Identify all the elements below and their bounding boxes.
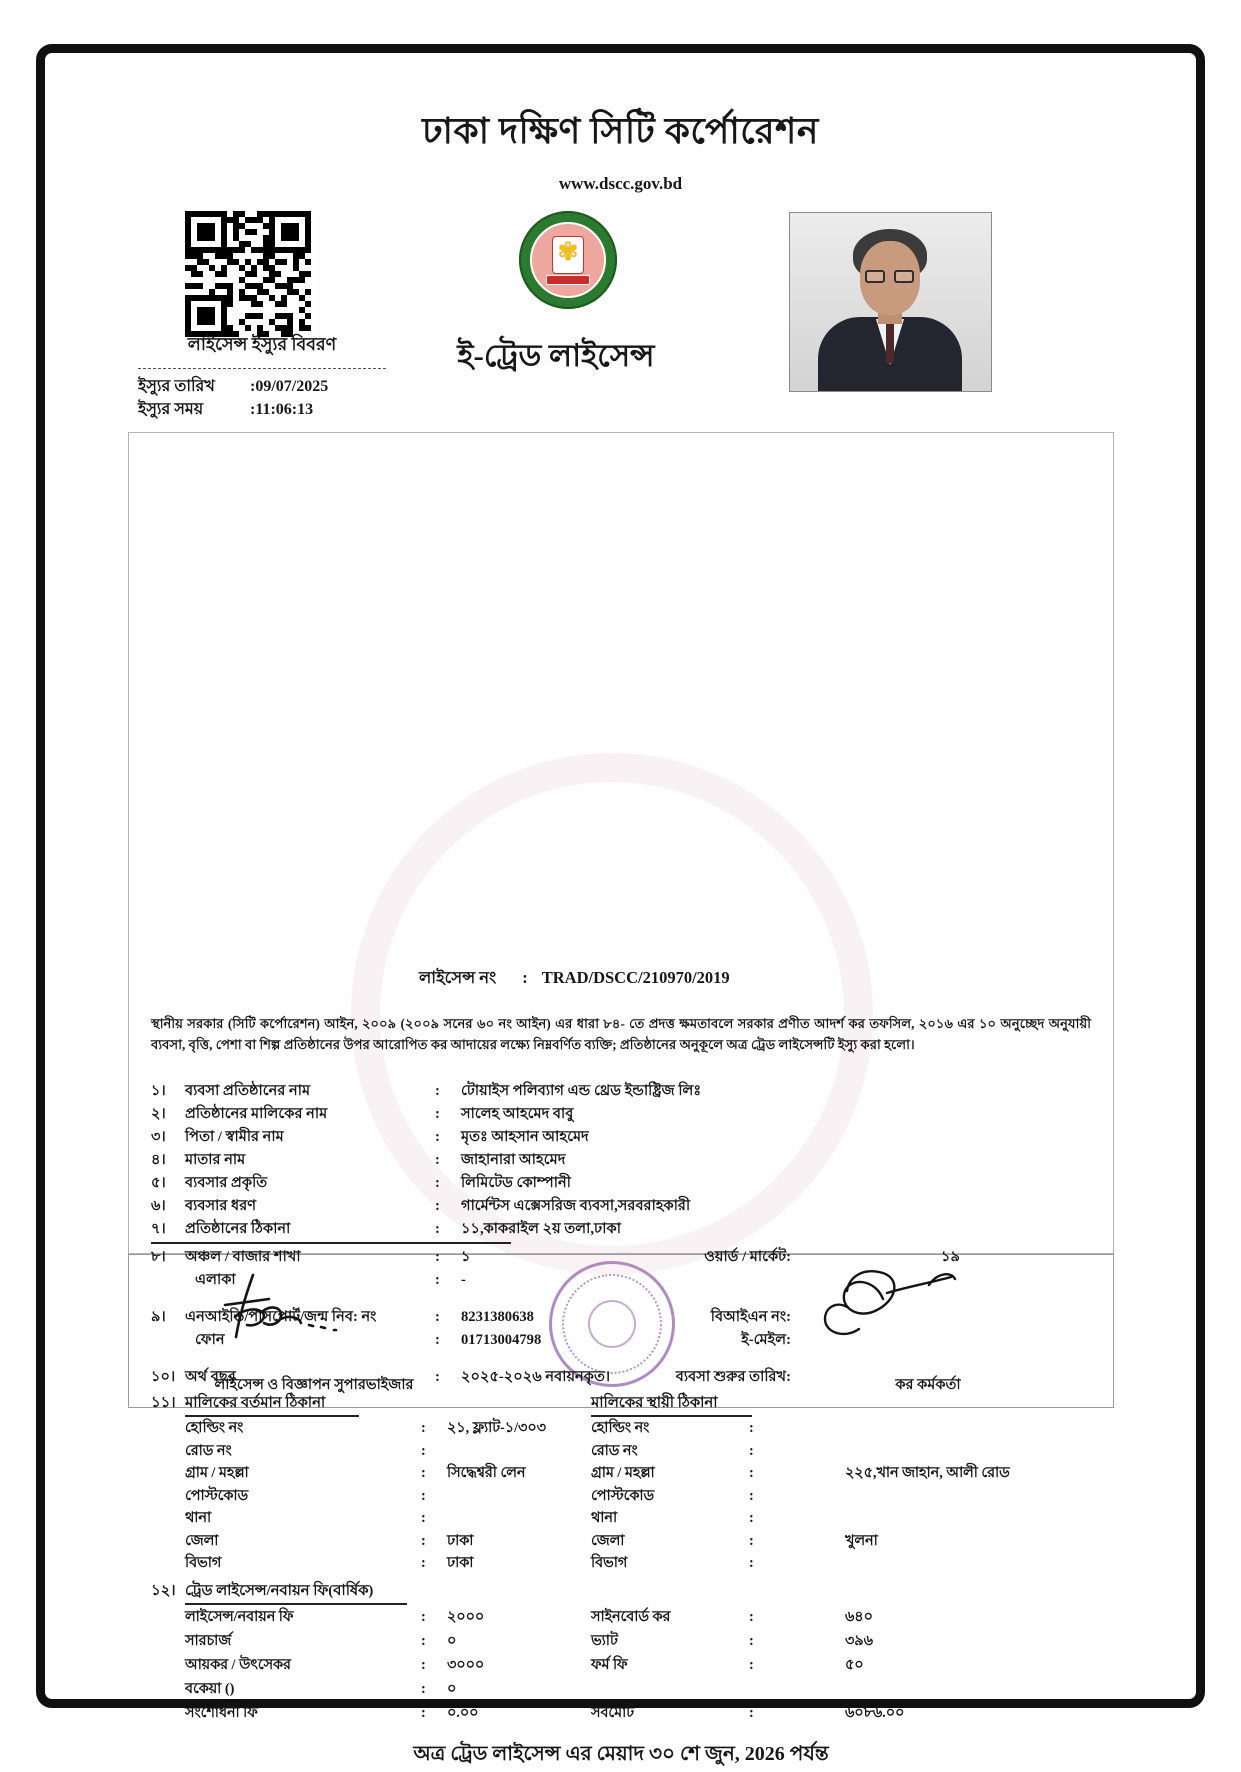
field-number: ৩।: [151, 1129, 166, 1145]
colon: [749, 1629, 775, 1653]
fee-label: ফর্ম ফি: [591, 1656, 628, 1673]
address-label: থানা: [185, 1510, 212, 1526]
issue-panel-title: লাইসেন্স ইস্যুর বিবরণ: [187, 334, 337, 354]
license-issue-panel: [138, 332, 386, 421]
field-row-business-type: [151, 1195, 1091, 1218]
address-label: হোল্ডিং নং: [591, 1420, 650, 1436]
address-label: জেলা: [185, 1532, 219, 1549]
field-label: ব্যবসার ধরণ: [185, 1198, 257, 1214]
colon: [749, 1440, 775, 1463]
field-row-father-husband: [151, 1126, 1091, 1149]
address-label: গ্রাম / মহল্লা: [591, 1465, 655, 1481]
colon: [421, 1440, 447, 1463]
address-label: পোস্টকোড: [185, 1487, 249, 1504]
email-value: [791, 1329, 1091, 1352]
permanent-value: [775, 1417, 1091, 1440]
fee-label: আয়কর / উৎসেকর: [185, 1656, 291, 1673]
legal-preamble-text: স্থানীয় সরকার (সিটি কর্পোরেশন) আইন, ২০০৯ (২০০৯ সনের ৬০ নং আইন) এর ধারা ৮৪- তে প্রদত্ত ক্ষমতাবলে সরকার প্রণীত আদর্শ কর তফসিল, ২০১৬ এর ১০ অনুচ্ছেদ অনুযায়ী ব্যবসা, বৃত্তি, পেশা বা শিল্প প্রতিষ্ঠানের উপর আরোপিত কর আদায়ের লক্ষ্যে নিম্নবর্ণিত ব্যক্তি; প্রতিষ্ঠানের অনুকূলে অত্র ট্রেড লাইসেন্সটি ইস্যু করা হলো।: [151, 1016, 1091, 1052]
permanent-value: খুলনা: [845, 1532, 878, 1549]
field-label: প্রতিষ্ঠানের ঠিকানা: [185, 1221, 291, 1237]
colon: [435, 1126, 461, 1149]
indent-cell: [151, 1701, 185, 1725]
fee-value: ৩৯৬: [845, 1632, 873, 1649]
permanent-value: ২২৫,খান জাহান, আলী রোড: [845, 1465, 1010, 1481]
dscc-emblem-logo: [519, 211, 617, 309]
issue-date-row: [138, 375, 386, 398]
field-value: মৃতঃ আহসান আহমেদ: [461, 1129, 589, 1145]
address-row-thana: [151, 1507, 1091, 1530]
email-label: ই-মেইল:: [741, 1332, 791, 1348]
empty-cell: [591, 1677, 749, 1701]
address-section-header: [151, 1391, 1091, 1417]
indent-cell: [151, 1629, 185, 1653]
field-row-nid: [151, 1306, 1091, 1329]
address-row-road: [151, 1440, 1091, 1463]
field-label: ব্যবসা প্রতিষ্ঠানের নাম: [185, 1083, 311, 1099]
colon: [421, 1605, 447, 1629]
address-label: হোল্ডিং নং: [185, 1420, 244, 1436]
fee-row-surcharge: [151, 1629, 1091, 1653]
field-number: ৯।: [151, 1309, 166, 1325]
issue-time-value: :11:06:13: [250, 401, 314, 418]
photo-tie: [886, 321, 894, 363]
address-label: রোড নং: [591, 1442, 638, 1459]
fees-section-title: ট্রেড লাইসেন্স/নবায়ন ফি(বার্ষিক): [185, 1579, 407, 1605]
field-number: ৭।: [151, 1221, 166, 1237]
document-title: ই-ট্রেড লাইসেন্স: [457, 338, 655, 373]
field-number: ২।: [151, 1106, 166, 1122]
page-title: ঢাকা দক্ষিণ সিটি কর্পোরেশন: [422, 111, 819, 151]
address-label: বিভাগ: [591, 1555, 628, 1571]
fee-value: ০: [447, 1632, 457, 1649]
field-value: ১১,কাকরাইল ২য় তলা,ঢাকা: [461, 1221, 621, 1237]
water-lily-icon: ✾: [557, 239, 579, 266]
field-label: অঞ্চল / বাজার শাখা: [185, 1249, 301, 1265]
present-value: সিদ্ধেশ্বরী লেন: [447, 1465, 526, 1481]
fee-row-income-tax: [151, 1653, 1091, 1677]
indent-cell: [151, 1552, 185, 1575]
address-label: বিভাগ: [185, 1555, 222, 1571]
colon: [421, 1653, 447, 1677]
address-row-division: [151, 1552, 1091, 1575]
field-row-business-name: [151, 1080, 1091, 1103]
nid-value: 8231380638: [461, 1309, 534, 1325]
issue-date-value: :09/07/2025: [250, 378, 329, 395]
grand-total-label: সর্বমোট: [591, 1704, 635, 1721]
address-label: গ্রাম / মহল্লা: [185, 1465, 249, 1481]
present-value: [447, 1440, 591, 1463]
colon: [421, 1677, 447, 1701]
colon: [421, 1530, 447, 1553]
indent-cell: [151, 1507, 185, 1530]
colon: [749, 1701, 775, 1725]
colon: [749, 1552, 775, 1575]
colon: [421, 1701, 447, 1725]
fee-value: ০: [447, 1680, 457, 1697]
colon: [749, 1530, 775, 1553]
photo-glasses-left: [865, 270, 885, 283]
address-row-village: [151, 1462, 1091, 1485]
fee-label: লাইসেন্স/নবায়ন ফি: [185, 1608, 294, 1625]
indent-cell: [151, 1462, 185, 1485]
present-value: [447, 1485, 591, 1508]
colon: [435, 1246, 461, 1269]
field-row-business-address: [151, 1218, 1091, 1241]
permanent-value: [775, 1440, 1091, 1463]
colon: [749, 1653, 775, 1677]
colon: [421, 1507, 447, 1530]
business-start-label: ব্যবসা শুরুর তারিখ:: [675, 1369, 791, 1385]
indent-cell: [151, 1417, 185, 1440]
colon: [421, 1462, 447, 1485]
field-number: [151, 1329, 185, 1352]
field-row-zone: [151, 1246, 1091, 1269]
field-value: -: [461, 1272, 466, 1288]
indent-cell: [151, 1653, 185, 1677]
colon: [435, 1218, 461, 1241]
field-label: এলাকা: [195, 1272, 236, 1288]
website-url: www.dscc.gov.bd: [558, 174, 683, 193]
present-address-title: মালিকের বর্তমান ঠিকানা: [185, 1391, 359, 1417]
fee-value: ৫০: [845, 1656, 864, 1673]
field-number: ৬।: [151, 1198, 166, 1214]
bin-label: বিআইএন নং:: [710, 1309, 791, 1325]
section-number: ১১।: [151, 1395, 176, 1411]
field-row-phone: [151, 1329, 1091, 1352]
field-number: ৮।: [151, 1249, 166, 1265]
field-label: অর্থ বছর: [185, 1369, 236, 1385]
indent-cell: [151, 1677, 185, 1701]
field-row-business-nature: [151, 1172, 1091, 1195]
field-value: গার্মেন্টস এক্সেসরিজ ব্যবসা,সরবরাহকারী: [461, 1198, 691, 1214]
indent-cell: [151, 1605, 185, 1629]
colon: [435, 1172, 461, 1195]
fee-value: ৩০০০: [447, 1656, 485, 1673]
field-label: প্রতিষ্ঠানের মালিকের নাম: [185, 1106, 328, 1122]
colon: [749, 1462, 775, 1485]
license-number-value: TRAD/DSCC/210970/2019: [541, 968, 730, 987]
ward-market-value: ১৯: [941, 1249, 960, 1265]
field-label: এনআইডি/পাসপোর্ট/জন্ম নিব: নং: [185, 1309, 377, 1325]
address-row-postcode: [151, 1485, 1091, 1508]
indent-cell: [151, 1440, 185, 1463]
indent-cell: [151, 1530, 185, 1553]
colon: [421, 1629, 447, 1653]
permanent-value: [775, 1507, 1091, 1530]
colon: [749, 1417, 775, 1440]
fiscal-year-value: ২০২৫-২০২৬ নবায়নকৃত।: [461, 1369, 611, 1385]
colon: [435, 1149, 461, 1172]
section-divider-line: [151, 1242, 511, 1244]
colon: [435, 1103, 461, 1126]
field-value: টোয়াইস পলিব্যাগ এন্ড থ্রেড ইন্ডাষ্ট্রিজ লিঃ: [461, 1083, 702, 1099]
issue-date-label: ইস্যুর তারিখ: [138, 378, 215, 395]
field-value: ১: [461, 1249, 471, 1265]
field-value: জাহানারা আহমেদ: [461, 1152, 566, 1168]
qr-code-pattern: [185, 211, 311, 337]
fee-label: বকেয়া (): [185, 1680, 235, 1697]
present-value: ঢাকা: [447, 1532, 474, 1549]
field-value: সালেহ আহমেদ বাবু: [461, 1106, 574, 1122]
license-number-line: [151, 965, 1091, 987]
validity-statement: অত্র ট্রেড লাইসেন্স এর মেয়াদ ৩০ শে জুন, 2026 পর্যন্ত: [413, 1742, 829, 1765]
colon: [435, 1080, 461, 1103]
field-number: ৫।: [151, 1175, 166, 1191]
bin-value: [791, 1306, 1091, 1329]
field-number: ১০।: [151, 1369, 176, 1385]
address-label: জেলা: [591, 1532, 625, 1549]
emblem-ribbon: [546, 275, 590, 285]
empty-cell: [749, 1677, 775, 1701]
spacer: [151, 1352, 1091, 1366]
present-value: [447, 1507, 591, 1530]
grand-total-value: ৬০৮৬.০০: [845, 1704, 905, 1721]
fee-label: সংশোধনী ফি: [185, 1704, 258, 1721]
fee-label: সারচার্জ: [185, 1632, 232, 1649]
colon: [435, 1329, 461, 1352]
tax-officer-title-label: কর কর্মকর্তা: [895, 1377, 961, 1393]
photo-glasses-right: [894, 270, 914, 283]
field-number: ১।: [151, 1083, 166, 1099]
fees-section-header: [151, 1579, 1091, 1605]
field-value: লিমিটেড কোম্পানী: [461, 1175, 571, 1191]
colon: [421, 1552, 447, 1575]
field-label: পিতা / স্বামীর নাম: [185, 1129, 284, 1145]
present-value: ২১, ফ্ল্যাট-১/৩০৩: [447, 1420, 546, 1436]
fee-row-license-fee: [151, 1605, 1091, 1629]
field-row-owner-name: [151, 1103, 1091, 1126]
colon: [496, 968, 542, 987]
empty-cell: [775, 1677, 1091, 1701]
permanent-value: [775, 1485, 1091, 1508]
business-start-value: [791, 1366, 1091, 1389]
address-label: পোস্টকোড: [591, 1487, 655, 1504]
issue-time-label: ইস্যুর সময়: [138, 401, 204, 418]
supervisor-title-label: লাইসেন্স ও বিজ্ঞাপন সুপারভাইজার: [214, 1377, 414, 1393]
address-row-district: [151, 1530, 1091, 1553]
phone-value: 01713004798: [461, 1332, 542, 1348]
fee-row-amendment: [151, 1701, 1091, 1725]
field-number: ৪।: [151, 1152, 166, 1168]
field-row-fiscal-year: [151, 1366, 1091, 1389]
fee-row-arrears: [151, 1677, 1091, 1701]
colon: [435, 1306, 461, 1329]
indent-cell: [151, 1485, 185, 1508]
address-row-holding: [151, 1417, 1091, 1440]
owner-photo: [789, 212, 992, 392]
field-label: মাতার নাম: [185, 1152, 246, 1168]
colon: [435, 1269, 461, 1292]
license-number-label: লাইসেন্স নং: [419, 968, 497, 987]
colon: [435, 1195, 461, 1218]
present-value: ঢাকা: [447, 1555, 474, 1571]
issue-time-row: [138, 398, 386, 421]
address-label: থানা: [591, 1510, 618, 1526]
dashed-divider: [138, 368, 386, 369]
section-number: ১২।: [151, 1582, 176, 1599]
permanent-address-title: মালিকের স্থায়ী ঠিকানা: [591, 1391, 752, 1417]
spacer: [151, 1292, 1091, 1306]
colon: [435, 1366, 461, 1389]
ward-market-label: ওয়ার্ড / মার্কেট:: [704, 1249, 791, 1265]
qr-code: [184, 210, 314, 340]
field-row-area: [151, 1269, 1091, 1292]
fee-value: ২০০০: [447, 1608, 485, 1625]
field-row-mother-name: [151, 1149, 1091, 1172]
colon: [749, 1605, 775, 1629]
colon: [749, 1507, 775, 1530]
fee-label: সাইনবোর্ড কর: [591, 1608, 671, 1625]
field-label: ফোন: [195, 1332, 225, 1348]
fee-label: ভ্যাট: [591, 1632, 618, 1649]
fee-value: ০.০০: [447, 1704, 479, 1721]
field-number: [151, 1269, 185, 1292]
colon: [749, 1485, 775, 1508]
fee-value: ৬৪০: [845, 1608, 873, 1625]
colon: [421, 1417, 447, 1440]
colon: [421, 1485, 447, 1508]
address-label: রোড নং: [185, 1442, 232, 1459]
permanent-value: [775, 1552, 1091, 1575]
fields-section: [151, 1080, 1091, 1725]
field-label: ব্যবসার প্রকৃতি: [185, 1175, 268, 1191]
